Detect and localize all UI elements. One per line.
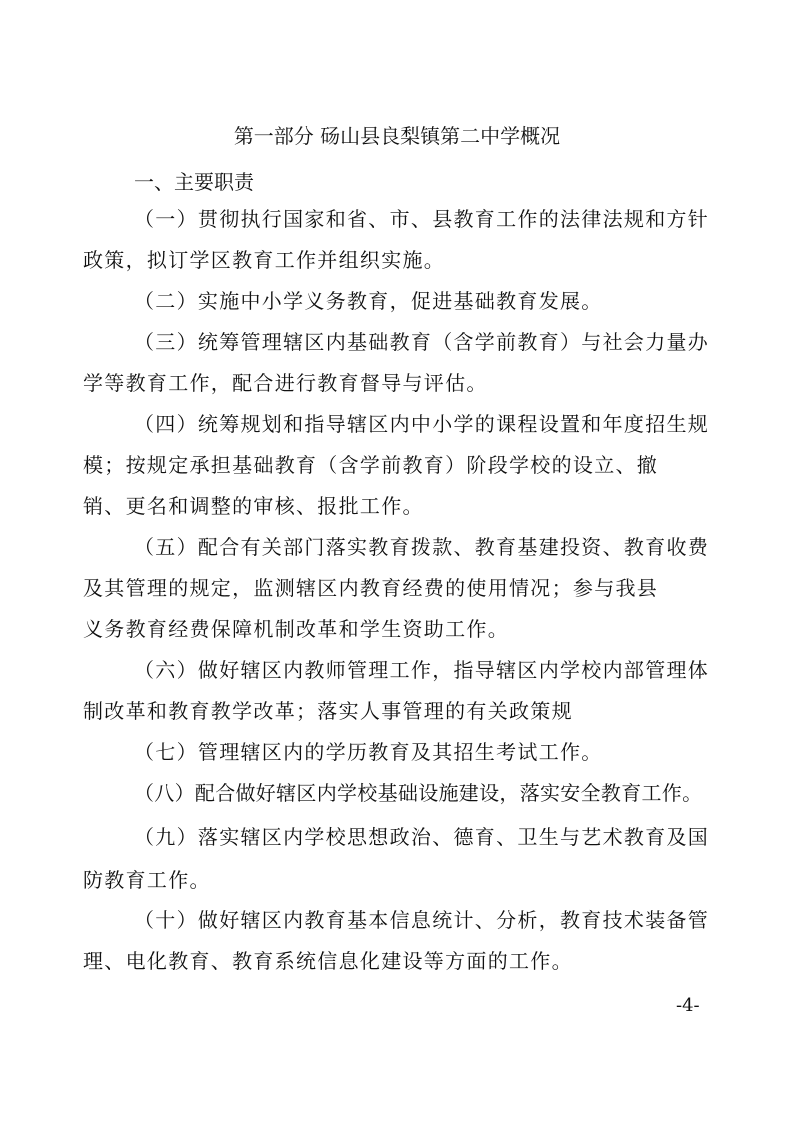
- paragraph-line: （六）做好辖区内教师管理工作，指导辖区内学校内部管理体: [134, 658, 710, 682]
- paragraph-line: 学等教育工作，配合进行教育督导与评估。: [83, 371, 488, 395]
- page-title: 第一部分 砀山县良梨镇第二中学概况: [233, 124, 561, 148]
- paragraph-line: 理、电化教育、教育系统信息化建设等方面的工作。: [83, 949, 573, 973]
- paragraph-line: （五）配合有关部门落实教育拨款、教育基建投资、教育收费: [134, 535, 710, 559]
- paragraph-line: （八）配合做好辖区内学校基础设施建设，落实安全教育工作。: [134, 781, 703, 805]
- paragraph-line: （一）贯彻执行国家和省、市、县教育工作的法律法规和方针: [134, 207, 710, 231]
- section-heading: 一、主要职责: [134, 170, 254, 194]
- paragraph-line: （二）实施中小学义务教育，促进基础教育发展。: [134, 289, 603, 313]
- paragraph-line: 义务教育经费保障机制改革和学生资助工作。: [83, 617, 509, 641]
- paragraph-line: （三）统筹管理辖区内基础教育（含学前教育）与社会力量办: [134, 330, 710, 354]
- paragraph-line: 防教育工作。: [83, 868, 211, 892]
- paragraph-line: （九）落实辖区内学校思想政治、德育、卫生与艺术教育及国: [134, 825, 710, 849]
- paragraph-line: （四）统筹规划和指导辖区内中小学的课程设置和年度招生规: [134, 412, 710, 436]
- page-number: -4-: [676, 995, 700, 1016]
- paragraph-line: 政策，拟订学区教育工作并组织实施。: [83, 248, 446, 272]
- paragraph-line: 及其管理的规定，监测辖区内教育经费的使用情况；参与我县: [83, 576, 659, 600]
- paragraph-line: 模；按规定承担基础教育（含学前教育）阶段学校的设立、撤: [83, 453, 659, 477]
- paragraph-line: （十）做好辖区内教育基本信息统计、分析，教育技术装备管: [134, 908, 710, 932]
- paragraph-line: （七）管理辖区内的学历教育及其招生考试工作。: [134, 740, 603, 764]
- paragraph-line: 销、更名和调整的审核、报批工作。: [83, 494, 424, 518]
- paragraph-line: 制改革和教育教学改革；落实人事管理的有关政策规: [83, 699, 573, 723]
